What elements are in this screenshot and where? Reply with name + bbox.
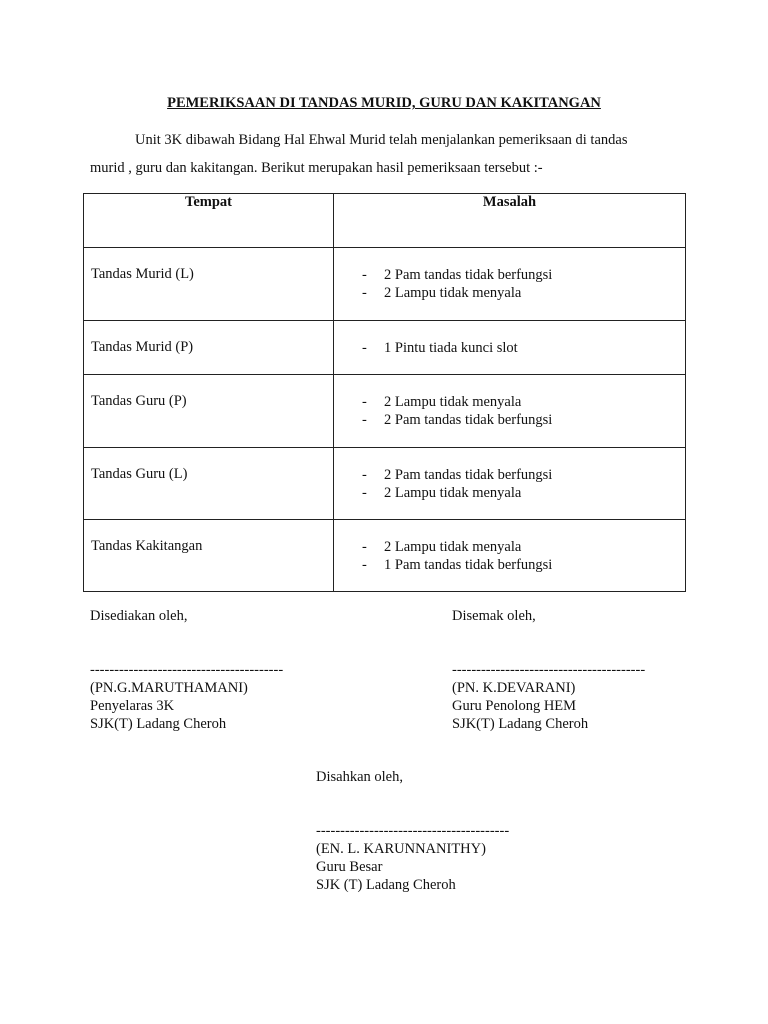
table-row <box>84 448 686 520</box>
approved-by-signature <box>316 822 509 894</box>
approved-by-block <box>316 768 403 786</box>
approved-by-label: Disahkan oleh, <box>316 769 403 785</box>
signature-line: ---------------------------------------- <box>90 662 284 678</box>
signatory-school: SJK(T) Ladang Cheroh <box>90 716 227 732</box>
issues-cell <box>334 321 686 375</box>
issue-list <box>362 538 685 574</box>
issue-item <box>362 556 685 574</box>
table-row <box>84 375 686 448</box>
dash-bullet: - <box>362 394 367 410</box>
dash-bullet: - <box>362 557 367 573</box>
checked-by-signature <box>452 661 645 733</box>
signatory-school: SJK (T) Ladang Cheroh <box>316 877 456 893</box>
issue-text: 2 Pam tandas tidak berfungsi <box>384 412 553 428</box>
issue-text: 1 Pam tandas tidak berfungsi <box>384 557 553 573</box>
issue-item <box>362 339 685 357</box>
dash-bullet: - <box>362 267 367 283</box>
signatory-name: (PN. K.DEVARANI) <box>452 680 576 696</box>
issue-list <box>362 266 685 302</box>
issue-item <box>362 284 685 302</box>
table-row <box>84 321 686 375</box>
issue-item <box>362 411 685 429</box>
issue-list <box>362 466 685 502</box>
checked-by-block <box>452 607 536 625</box>
issue-text: 2 Pam tandas tidak berfungsi <box>384 267 553 283</box>
issue-item <box>362 538 685 556</box>
issue-item <box>362 266 685 284</box>
intro-line-1: Unit 3K dibawah Bidang Hal Ehwal Murid telah menjalankan pemeriksaan di tandas <box>135 132 628 148</box>
location-cell: Tandas Murid (L) <box>84 248 334 321</box>
table-row <box>84 520 686 592</box>
signatory-name: (PN.G.MARUTHAMANI) <box>90 680 248 696</box>
intro-line-2: murid , guru dan kakitangan. Berikut merupakan hasil pemeriksaan tersebut :- <box>90 160 543 176</box>
issue-item <box>362 484 685 502</box>
issues-cell <box>334 448 686 520</box>
issue-text: 2 Pam tandas tidak berfungsi <box>384 467 553 483</box>
issue-text: 2 Lampu tidak menyala <box>384 539 522 555</box>
issues-cell <box>334 520 686 592</box>
dash-bullet: - <box>362 340 367 356</box>
checked-by-label: Disemak oleh, <box>452 608 536 624</box>
issue-list <box>362 339 685 357</box>
issues-cell <box>334 248 686 321</box>
inspection-table <box>83 193 686 592</box>
location-cell: Tandas Guru (P) <box>84 375 334 448</box>
issue-text: 1 Pintu tiada kunci slot <box>384 340 518 356</box>
dash-bullet: - <box>362 467 367 483</box>
prepared-by-label: Disediakan oleh, <box>90 608 188 624</box>
issue-item <box>362 393 685 411</box>
intro-paragraph <box>90 126 690 182</box>
signatory-school: SJK(T) Ladang Cheroh <box>452 716 589 732</box>
document-title: PEMERIKSAAN DI TANDAS MURID, GURU DAN KAKITANGAN <box>167 95 601 111</box>
dash-bullet: - <box>362 412 367 428</box>
prepared-by-block <box>90 607 187 625</box>
header-place: Tempat <box>84 194 334 248</box>
signatory-role: Guru Penolong HEM <box>452 698 577 714</box>
table-row <box>84 248 686 321</box>
prepared-by-signature <box>90 661 283 733</box>
location-cell: Tandas Murid (P) <box>84 321 334 375</box>
signature-line: ---------------------------------------- <box>452 662 646 678</box>
signatory-role: Guru Besar <box>316 859 383 875</box>
dash-bullet: - <box>362 485 367 501</box>
header-issue: Masalah <box>334 194 686 248</box>
signature-line: ---------------------------------------- <box>316 823 510 839</box>
location-cell: Tandas Guru (L) <box>84 448 334 520</box>
issues-cell <box>334 375 686 448</box>
issue-list <box>362 393 685 429</box>
signatory-name: (EN. L. KARUNNANITHY) <box>316 841 486 857</box>
location-cell: Tandas Kakitangan <box>84 520 334 592</box>
dash-bullet: - <box>362 539 367 555</box>
issue-item <box>362 466 685 484</box>
dash-bullet: - <box>362 285 367 301</box>
issue-text: 2 Lampu tidak menyala <box>384 285 522 301</box>
issue-text: 2 Lampu tidak menyala <box>384 485 522 501</box>
issue-text: 2 Lampu tidak menyala <box>384 394 522 410</box>
signatory-role: Penyelaras 3K <box>90 698 175 714</box>
